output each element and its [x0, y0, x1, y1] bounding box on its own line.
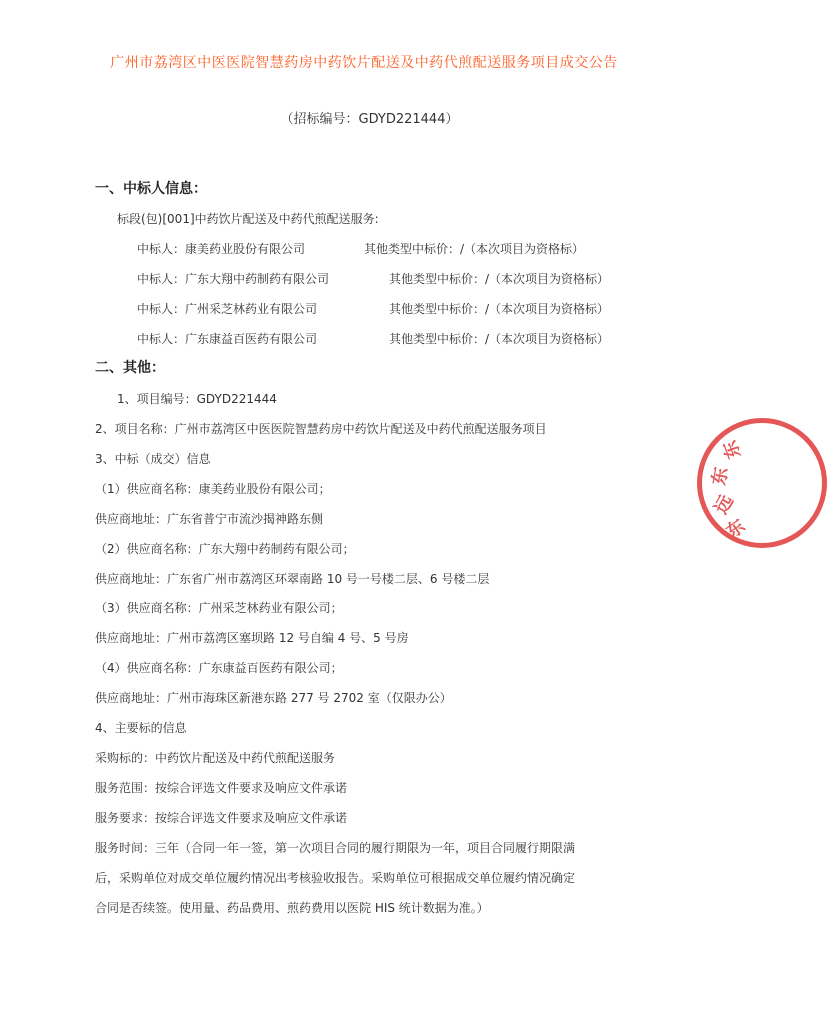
supplier-address-line: 供应商地址：广东省普宁市流沙揭神路东侧 — [95, 512, 324, 526]
supplier-address-line: 供应商地址：广东省广州市荔湾区环翠南路 10 号一号楼二层、6 号楼二层 — [95, 572, 490, 586]
lot-description: 标段(包)[001]中药饮片配送及中药代煎配送服务: — [117, 212, 379, 226]
project-number-line: 1、项目编号：GDYD221444 — [117, 392, 277, 406]
service-time-line: 服务时间：三年（合同一年一签，第一次项目合同的履行期限为一年，项目合同履行期限满 — [95, 841, 576, 855]
section-winners-heading: 一、中标人信息： — [95, 181, 207, 197]
announcement-title: 广州市荔湾区中医医院智慧药房中药饮片配送及中药代煎配送服务项目成交公告 — [110, 55, 618, 71]
supplier-name-line: （4）供应商名称：广东康益百医药有限公司； — [95, 661, 343, 675]
winner-row: 中标人：广东大翔中药制药有限公司 — [137, 272, 330, 286]
official-seal — [697, 418, 827, 548]
tender-number: （招标编号：GDYD221444） — [280, 112, 459, 127]
winner-row: 中标人：康美药业股份有限公司 — [137, 242, 306, 256]
winner-row: 中标人：广州采芝林药业有限公司 — [137, 302, 318, 316]
supplier-address-line: 供应商地址：广州市荔湾区塞坝路 12 号自编 4 号、5 号房 — [95, 631, 409, 645]
supplier-address-line: 供应商地址：广州市海珠区新港东路 277 号 2702 室（仅限办公） — [95, 691, 452, 705]
winner-price: 其他类型中标价：/（本次项目为资格标） — [364, 242, 585, 256]
seal-char: 东 — [719, 437, 746, 462]
winner-price: 其他类型中标价：/（本次项目为资格标） — [389, 272, 610, 286]
winner-row: 中标人：广东康益百医药有限公司 — [137, 332, 318, 346]
section-other-heading: 二、其他： — [95, 360, 165, 376]
winner-price: 其他类型中标价：/（本次项目为资格标） — [389, 332, 610, 346]
supplier-name-line: （3）供应商名称：广州采芝林药业有限公司； — [95, 601, 343, 615]
procurement-subject-line: 采购标的：中药饮片配送及中药代煎配送服务 — [95, 751, 336, 765]
award-info-heading: 3、中标（成交）信息 — [95, 452, 211, 466]
project-name-line: 2、项目名称：广州市荔湾区中医医院智慧药房中药饮片配送及中药代煎配送服务项目 — [95, 422, 547, 436]
service-requirement-line: 服务要求：按综合评选文件要求及响应文件承诺 — [95, 811, 348, 825]
winner-price: 其他类型中标价：/（本次项目为资格标） — [389, 302, 610, 316]
service-time-line: 后，采购单位对成交单位履约情况出考核验收报告。采购单位可根据成交单位履约情况确定 — [95, 871, 576, 885]
seal-char: 远 — [710, 491, 738, 518]
service-scope-line: 服务范围：按综合评选文件要求及响应文件承诺 — [95, 781, 348, 795]
seal-char: 东 — [708, 465, 733, 487]
main-subject-heading: 4、主要标的信息 — [95, 721, 187, 735]
supplier-name-line: （2）供应商名称：广东大翔中药制药有限公司； — [95, 542, 355, 556]
supplier-name-line: （1）供应商名称：康美药业股份有限公司； — [95, 482, 331, 496]
service-time-line: 合同是否续签。使用量、药品费用、煎药费用以医院 HIS 统计数据为准。） — [95, 901, 489, 915]
seal-char: 东 — [722, 515, 750, 543]
